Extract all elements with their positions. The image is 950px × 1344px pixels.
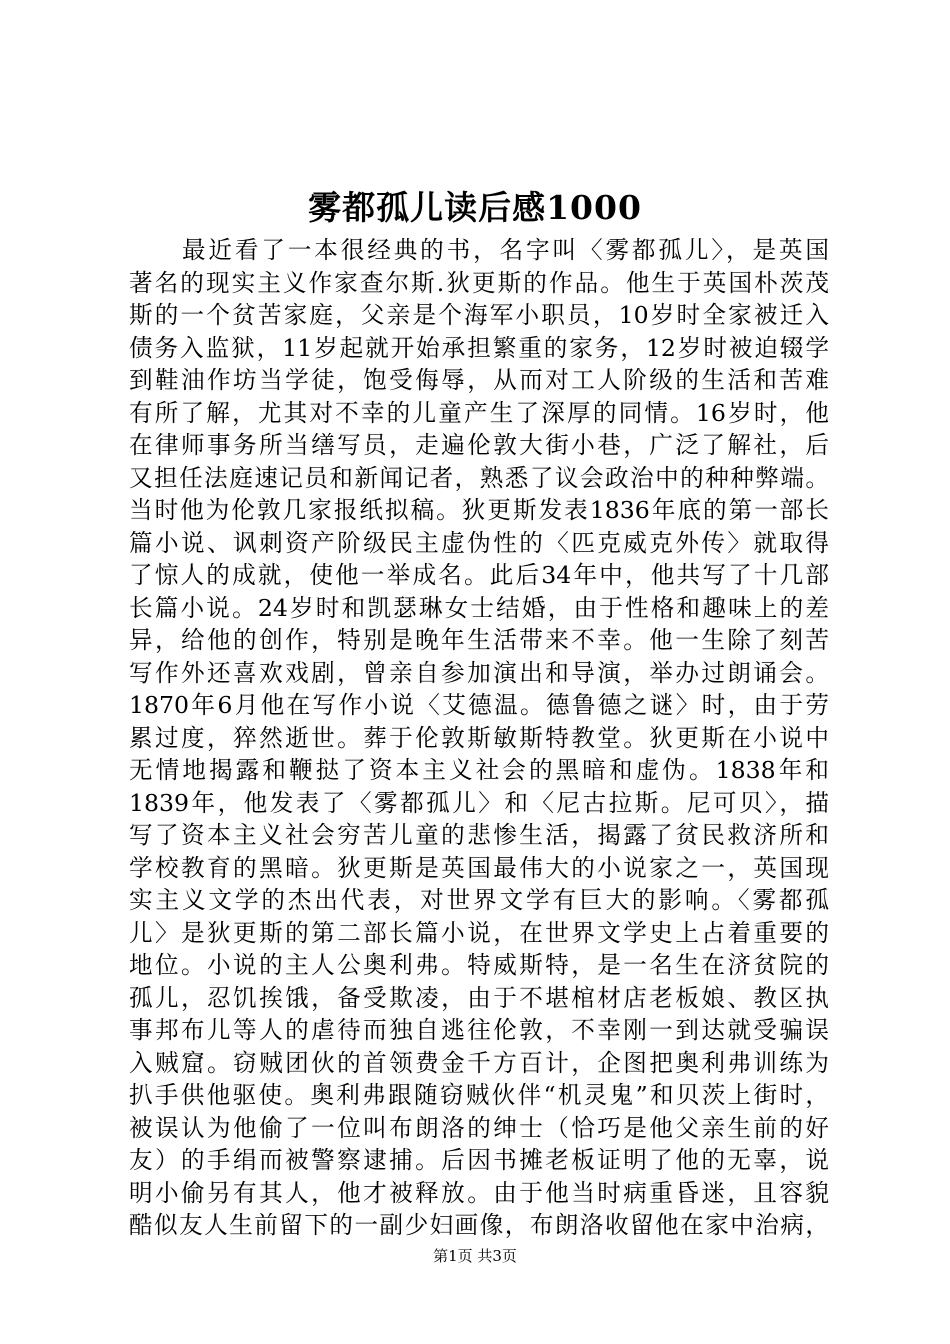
body-line: 斯的一个贫苦家庭，父亲是个海军小职员，10岁时全家被迁入 [129, 301, 829, 329]
body-line: 学校教育的黑暗。狄更斯是英国最伟大的小说家之一，英国现 [129, 853, 829, 882]
body-line: 酷似友人生前留下的一副少妇画像，布朗洛收留他在家中治病， [129, 1211, 829, 1239]
body-line: 1870年6月他在写作小说〈艾德温。德鲁德之谜〉时，由于劳 [129, 691, 829, 719]
body-line: 异，给他的创作，特别是晚年生活带来不幸。他一生除了刻苦 [129, 626, 829, 654]
body-line: 地位。小说的主人公奥利弗。特威斯特，是一名生在济贫院的 [129, 951, 829, 979]
body-line: 明小偷另有其人，他才被释放。由于他当时病重昏迷，且容貌 [129, 1178, 829, 1207]
body-line: 篇小说、讽刺资产阶级民主虚伪性的〈匹克威克外传〉就取得 [129, 528, 829, 557]
body-line: 到鞋油作坊当学徒，饱受侮辱，从而对工人阶级的生活和苦难 [129, 366, 829, 394]
body-line: 1839年，他发表了〈雾都孤儿〉和〈尼古拉斯。尼可贝〉，描 [129, 788, 829, 817]
body-line: 写作外还喜欢戏剧，曾亲自参加演出和导演，举办过朗诵会。 [129, 658, 829, 687]
body-line: 又担任法庭速记员和新闻记者，熟悉了议会政治中的种种弊端。 [129, 463, 829, 492]
body-line: 最近看了一本很经典的书，名字叫〈雾都孤儿〉，是英国 [129, 236, 829, 264]
body-line: 儿〉是狄更斯的第二部长篇小说，在世界文学史上占着重要的 [129, 918, 829, 947]
body-line: 无情地揭露和鞭挞了资本主义社会的黑暗和虚伪。1838年和 [129, 756, 829, 784]
document-title: 雾都孤儿读后感1000 [308, 188, 642, 227]
body-line: 累过度，猝然逝世。葬于伦敦斯敏斯特教堂。狄更斯在小说中 [129, 723, 829, 752]
body-line: 实主义文学的杰出代表，对世界文学有巨大的影响。〈雾都孤 [129, 886, 829, 914]
body-line: 有所了解，尤其对不幸的儿童产生了深厚的同情。16岁时，他 [129, 398, 829, 427]
body-line: 写了资本主义社会穷苦儿童的悲惨生活，揭露了贫民救济所和 [129, 821, 829, 849]
body-line: 被误认为他偷了一位叫布朗洛的绅士（恰巧是他父亲生前的好 [129, 1113, 829, 1142]
body-line: 长篇小说。24岁时和凯瑟琳女士结婚，由于性格和趣味上的差 [129, 593, 829, 622]
body-line: 了惊人的成就，使他一举成名。此后34年中，他共写了十几部 [129, 561, 829, 589]
body-line: 扒手供他驱使。奥利弗跟随窃贼伙伴“机灵鬼”和贝茨上街时， [129, 1081, 829, 1109]
body-line: 在律师事务所当缮写员，走遍伦敦大街小巷，广泛了解社，后 [129, 431, 829, 459]
body-line: 友）的手绢而被警察逮捕。后因书摊老板证明了他的无辜，说 [129, 1146, 829, 1174]
page-footer: 第1页 共3页 [433, 1247, 517, 1265]
body-line: 入贼窟。窃贼团伙的首领费金千方百计，企图把奥利弗训练为 [129, 1048, 829, 1077]
body-line: 著名的现实主义作家查尔斯.狄更斯的作品。他生于英国朴茨茂 [129, 268, 829, 297]
body-line: 债务入监狱，11岁起就开始承担繁重的家务，12岁时被迫辍学 [129, 333, 829, 362]
body-line: 当时他为伦敦几家报纸拟稿。狄更斯发表1836年底的第一部长 [129, 496, 829, 524]
body-line: 事邦布儿等人的虐待而独自逃往伦敦，不幸刚一到达就受骗误 [129, 1016, 829, 1044]
document-body [129, 234, 829, 1242]
body-line: 孤儿，忍饥挨饿，备受欺凌，由于不堪棺材店老板娘、教区执 [129, 983, 829, 1012]
